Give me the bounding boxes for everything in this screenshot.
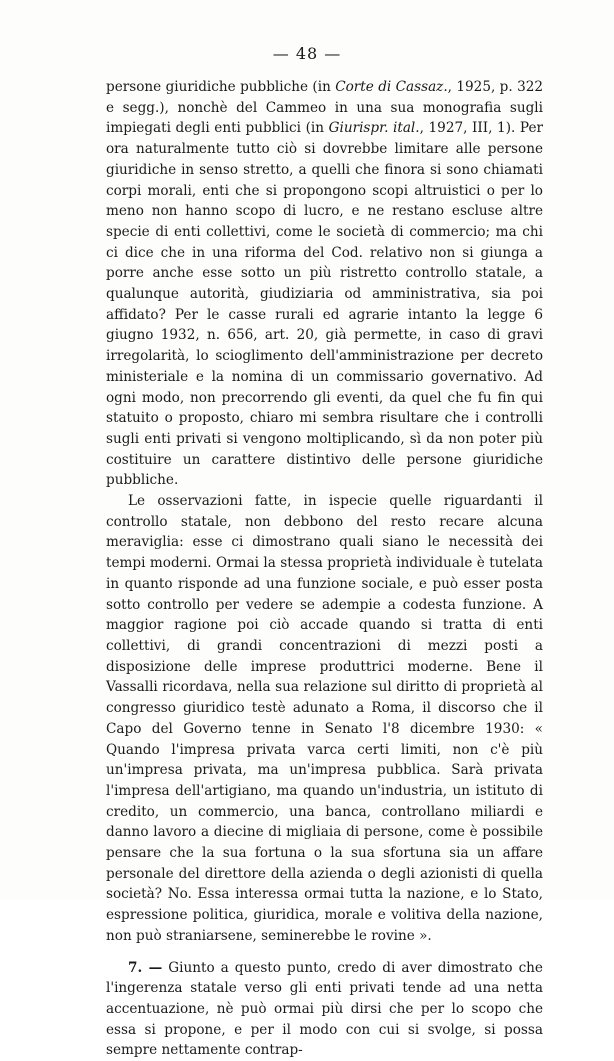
citation-corte-di-cassazione: Corte di Cassaz.: [335, 79, 448, 95]
paragraph-3-text: Giunto a questo punto, credo di aver dimostrato che l'ingerenza statale verso gli enti privati tende ad una netta accentuazione, nè può ormai più dirsi che per lo scopo che essa si propone, e per il modo con cui si svolge, si possa sempre nettamente contrap-: [106, 959, 543, 1059]
citation-giurisprudenza-italiana: Giurispr. ital.: [328, 120, 420, 137]
paragraph-1-segment-2: , 1925, p. 322 e segg.), nonchè del Cammeo in una sua monografia sugli impiegati degli enti pubblici (in: [106, 79, 544, 137]
paragraph-1-segment-1: persone giuridiche pubbliche (in: [106, 79, 336, 95]
paragraph-section-7: [106, 958, 543, 1061]
paragraph-2: Le osservazioni fatte, in ispecie quelle riguardanti il controllo statale, non debbono del resto recare alcuna meraviglia: esse ci dimostrano quali siano le necessità dei tempi moderni. Ormai la stessa proprietà individuale è tutelata in quanto risponde ad una funzione sociale, e può esser posta sotto controllo per vedere se adempie a codesta funzione. A maggior ragione poi ciò accade quando si tratta di enti collettivi, di grandi concentrazioni di mezzi posti a disposizione delle imprese produttrici moderne. Bene il Vassalli ricordava, nella sua relazione sul diritto di proprietà al congresso giuridico testè adunato a Roma, il discorso che il Capo del Governo tenne in Senato l'8 dicembre 1930: « Quando l'impresa privata varca certi limiti, non c'è più un'impresa privata, ma un'impresa pubblica. Sarà privata l'impresa dell'artigiano, ma quando un'industria, un istituto di credito, un commercio, una banca, controllano miliardi e danno lavoro a diecine di migliaia di persone, come è possibile pensare che la sua fortuna o la sua sfortuna sia un affare personale del direttore della azienda o degli azionisti di quella società? No. Essa interessa ormai tutta la nazione, e lo Stato, espressione politica, giuridica, morale e volitiva della nazione, non può straniarsene, seminerebbe le rovine ».: [106, 493, 543, 944]
section-number: 7. —: [128, 959, 163, 976]
page-number: — 48 —: [272, 44, 342, 63]
body-text: [106, 77, 543, 1061]
paragraph-continuation: [106, 77, 543, 491]
paragraph-1-segment-3: , 1927, III, 1). Per ora naturalmente tutto ciò si dovrebbe limitare alle persone giuridiche in senso stretto, a quelli che finora si sono chiamati corpi morali, enti che si propongono scopi altruistici o per lo meno non hanno scopo di lucro, e ne restano escluse altre specie di enti collettivi, come le società di commercio; ma chi ci dice che in una riforma del Cod. relativo non si giunga a porre anche esse sotto un più ristretto controllo statale, a qualunque autorità, giudiziaria od amministrativa, sia poi affidato? Per le casse rurali ed agrarie intanto la legge 6 giugno 1932, n. 656, art. 20, già permette, in caso di gravi irregolarità, lo scioglimento dell'amministrazione per decreto ministeriale e la nomina di un commissario governativo. Ad ogni modo, non precorrendo gli eventi, da quel che fu fin qui statuito o proposto, chiaro mi sembra risultare che i controlli sugli enti privati si vengono moltiplicando, sì da non poter più costituire un carattere distintivo delle persone giuridiche pubbliche.: [106, 120, 544, 489]
